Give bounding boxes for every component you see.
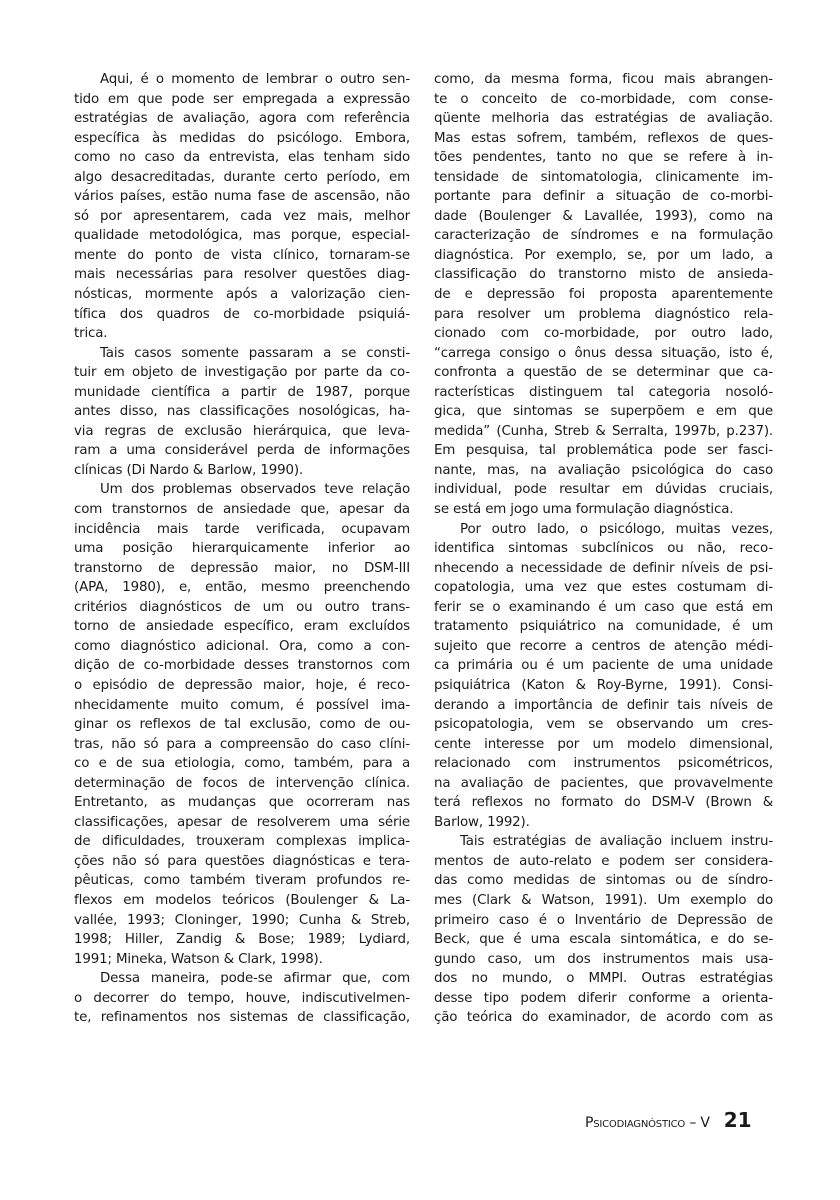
text-line: ferir se o examinando é um caso que está em — [434, 599, 773, 615]
text-line: Em pesquisa, tal problemática pode ser fasci- — [434, 443, 773, 459]
text-line: ca primária ou é um paciente de uma unidade — [434, 658, 773, 674]
text-line: Tais estratégias de avaliação incluem instru- — [460, 834, 773, 850]
page-footer — [585, 1108, 752, 1132]
text-line: psicopatologia, vem se observando um cres- — [434, 717, 773, 733]
text-line: qualidade metodológica, mas porque, especial- — [74, 228, 410, 244]
text-line: mes (Clark & Watson, 1991). Um exemplo do — [434, 892, 773, 908]
text-line: portante para definir a situação de co-morbi- — [434, 189, 773, 205]
text-line: mentos de auto-relato e podem ser considera- — [434, 853, 773, 869]
text-line: mente do ponto de vista clínico, tornaram-se — [74, 247, 410, 263]
text-line: tífica dos quadros de co-morbidade psiquiá- — [74, 306, 410, 322]
text-line: Dessa maneira, pode-se afirmar que, com — [100, 971, 410, 987]
text-line: como diagnóstico adicional. Ora, como a con- — [74, 638, 410, 654]
text-line: tido em que pode ser empregada a expressão — [74, 91, 410, 107]
text-line: Aqui, é o momento de lembrar o outro sen- — [100, 72, 410, 87]
text-line: gica, que sintomas se superpõem e em que — [434, 404, 773, 420]
text-line: se está em jogo uma formulação diagnóstica. — [434, 502, 734, 518]
left-column — [74, 70, 410, 1028]
text-line: diagnóstica. Por exemplo, se, por um lado, a — [434, 247, 773, 263]
text-line: só por apresentarem, cada vez mais, melhor — [74, 208, 410, 224]
text-line: nhecidamente muito comum, é possível ima- — [74, 697, 410, 713]
text-line: caracterização de síndromes e na formulação — [434, 228, 773, 244]
text-line: confronta a questão de se determinar que ca- — [434, 365, 773, 381]
text-line: Entretanto, as mudanças que ocorreram nas — [74, 795, 410, 811]
text-line: munidade científica a partir de 1987, porque — [74, 384, 410, 400]
text-line: de e depressão foi proposta aparentemente — [434, 287, 773, 303]
text-line: te, refinamentos nos sistemas de classificação, — [74, 1010, 410, 1026]
text-line: Beck, que é uma escala sintomática, e do se- — [434, 932, 773, 948]
text-line: uma posição hierarquicamente inferior ao — [74, 541, 410, 557]
text-line: Barlow, 1992). — [434, 814, 530, 830]
text-line: (APA, 1980), e, então, mesmo preenchendo — [74, 580, 410, 596]
text-line: copatologia, uma vez que estes costumam di- — [434, 580, 773, 596]
text-line: desse tipo podem diferir conforme a orienta- — [434, 990, 773, 1006]
text-line: Por outro lado, o psicólogo, muitas vezes, — [460, 521, 773, 537]
text-line: Mas estas sofrem, também, reflexos de ques- — [434, 130, 773, 146]
text-line: ginar os reflexos de tal exclusão, como de ou- — [74, 717, 410, 733]
text-line: te o conceito de co-morbidade, com conse- — [434, 91, 773, 107]
text-line: dos no mundo, o MMPI. Outras estratégias — [434, 971, 773, 987]
text-line: cionado com co-morbidade, por outro lado, — [434, 326, 773, 342]
text-line: co e de sua etiologia, como, também, para a — [74, 756, 410, 772]
text-line: como no caso da entrevista, elas tenham sido — [74, 150, 410, 166]
text-line: tensidade de sintomatologia, clinicamente im- — [434, 169, 773, 185]
text-line: tratamento psiquiátrico na comunidade, é um — [434, 619, 773, 635]
text-line: 1991; Mineka, Watson & Clark, 1998). — [74, 951, 323, 967]
text-line: derando a importância de definir tais níveis de — [434, 697, 773, 713]
text-line: antes disso, nas classificações nosológicas, ha- — [74, 404, 410, 420]
text-line: clínicas (Di Nardo & Barlow, 1990). — [74, 462, 304, 478]
text-line: trica. — [74, 326, 108, 342]
text-line: dade (Boulenger & Lavallée, 1993), como na — [434, 208, 773, 224]
text-line: primeiro caso é o Inventário de Depressão de — [434, 912, 773, 928]
text-line: sujeito que recorre a centros de atenção médi- — [434, 638, 773, 654]
text-line: qüente melhoria das estratégias de avaliação. — [434, 111, 773, 127]
text-line: individual, pode resultar em dúvidas cruciais, — [434, 482, 773, 498]
text-line: transtorno de depressão maior, no DSM-III — [74, 560, 410, 576]
text-line: 1998; Hiller, Zandig & Bose; 1989; Lydiard, — [74, 932, 410, 948]
text-line: de dificuldades, trouxeram complexas implica- — [74, 834, 410, 850]
text-line: dição de co-morbidade desses transtornos com — [74, 658, 410, 674]
text-line: cente interesse por um modelo dimensional, — [434, 736, 773, 752]
text-line: medida” (Cunha, Streb & Serralta, 1997b, p.237). — [434, 423, 773, 439]
text-line: na avaliação de pacientes, que provavelmente — [434, 775, 773, 791]
text-line: o episódio de depressão maior, hoje, é reco- — [74, 677, 410, 693]
text-line: identifica sintomas subclínicos ou não, reco- — [434, 541, 773, 557]
text-line: “carrega consigo o ônus dessa situação, isto é, — [434, 345, 773, 361]
text-line: estratégias de avaliação, agora com referência — [74, 111, 410, 127]
text-line: mais necessárias para resolver questões diag- — [74, 267, 410, 283]
text-line: racterísticas distinguem tal categoria nosoló- — [434, 384, 773, 400]
text-line: ram a uma considerável perda de informações — [74, 443, 410, 459]
text-line: tras, não só para a compreensão do caso clíni- — [74, 736, 410, 752]
text-line: incidência mais tarde verificada, ocupavam — [74, 521, 410, 537]
text-line: relacionado com instrumentos psicométricos, — [434, 756, 773, 772]
text-line: tões pendentes, tanto no que se refere à in- — [434, 150, 773, 166]
text-line: psiquiátrica (Katon & Roy-Byrne, 1991). Consi- — [434, 677, 773, 693]
text-line: critérios diagnósticos de um ou outro trans- — [74, 599, 410, 615]
text-line: pêuticas, como também tiveram profundos re- — [74, 873, 410, 889]
text-line: para resolver um problema diagnóstico rela- — [434, 306, 773, 322]
text-line: nante, mas, na avaliação psicológica do caso — [434, 462, 773, 478]
text-line: o decorrer do tempo, houve, indiscutivelmen- — [74, 990, 410, 1006]
text-line: nhecendo a necessidade de definir níveis de psi- — [434, 560, 773, 576]
text-line: flexos em modelos teóricos (Boulenger & La- — [74, 892, 410, 908]
text-line: vallée, 1993; Cloninger, 1990; Cunha & Streb, — [74, 912, 410, 928]
text-line: terá reflexos no formato do DSM-V (Brown & — [434, 795, 773, 811]
text-line: com transtornos de ansiedade que, apesar da — [74, 502, 410, 518]
text-line: algo desacreditadas, durante certo período, em — [74, 169, 410, 185]
text-line: nósticas, mormente após a valorização cien- — [74, 287, 410, 303]
text-line: vários países, estão numa fase de ascensão, não — [74, 189, 410, 205]
running-head: Psicodiagnóstico – V — [585, 1115, 710, 1131]
text-line: específica às medidas do psicólogo. Embora, — [74, 130, 410, 146]
right-column — [434, 70, 773, 1028]
text-line: como, da mesma forma, ficou mais abrangen- — [434, 72, 773, 87]
text-line: das como medidas de sintomas ou de síndro- — [434, 873, 773, 889]
text-line: via regras de exclusão hierárquica, que leva- — [74, 423, 410, 439]
text-line: classificações, apesar de resolverem uma série — [74, 814, 410, 830]
text-line: determinação de focos de intervenção clínica. — [74, 775, 410, 791]
text-line: Um dos problemas observados teve relação — [100, 482, 410, 498]
page-number: 21 — [723, 1108, 752, 1132]
text-line: ções não só para questões diagnósticas e tera- — [74, 853, 410, 869]
text-line: ção teórica do examinador, de acordo com as — [434, 1010, 773, 1026]
text-line: tuir em objeto de investigação por parte da co- — [74, 365, 410, 381]
text-line: gundo caso, um dos instrumentos mais usa- — [434, 951, 773, 967]
text-line: classificação do transtorno misto de ansieda- — [434, 267, 773, 283]
text-line: torno de ansiedade específico, eram excluídos — [74, 619, 410, 635]
text-line: Tais casos somente passaram a se consti- — [100, 345, 410, 361]
